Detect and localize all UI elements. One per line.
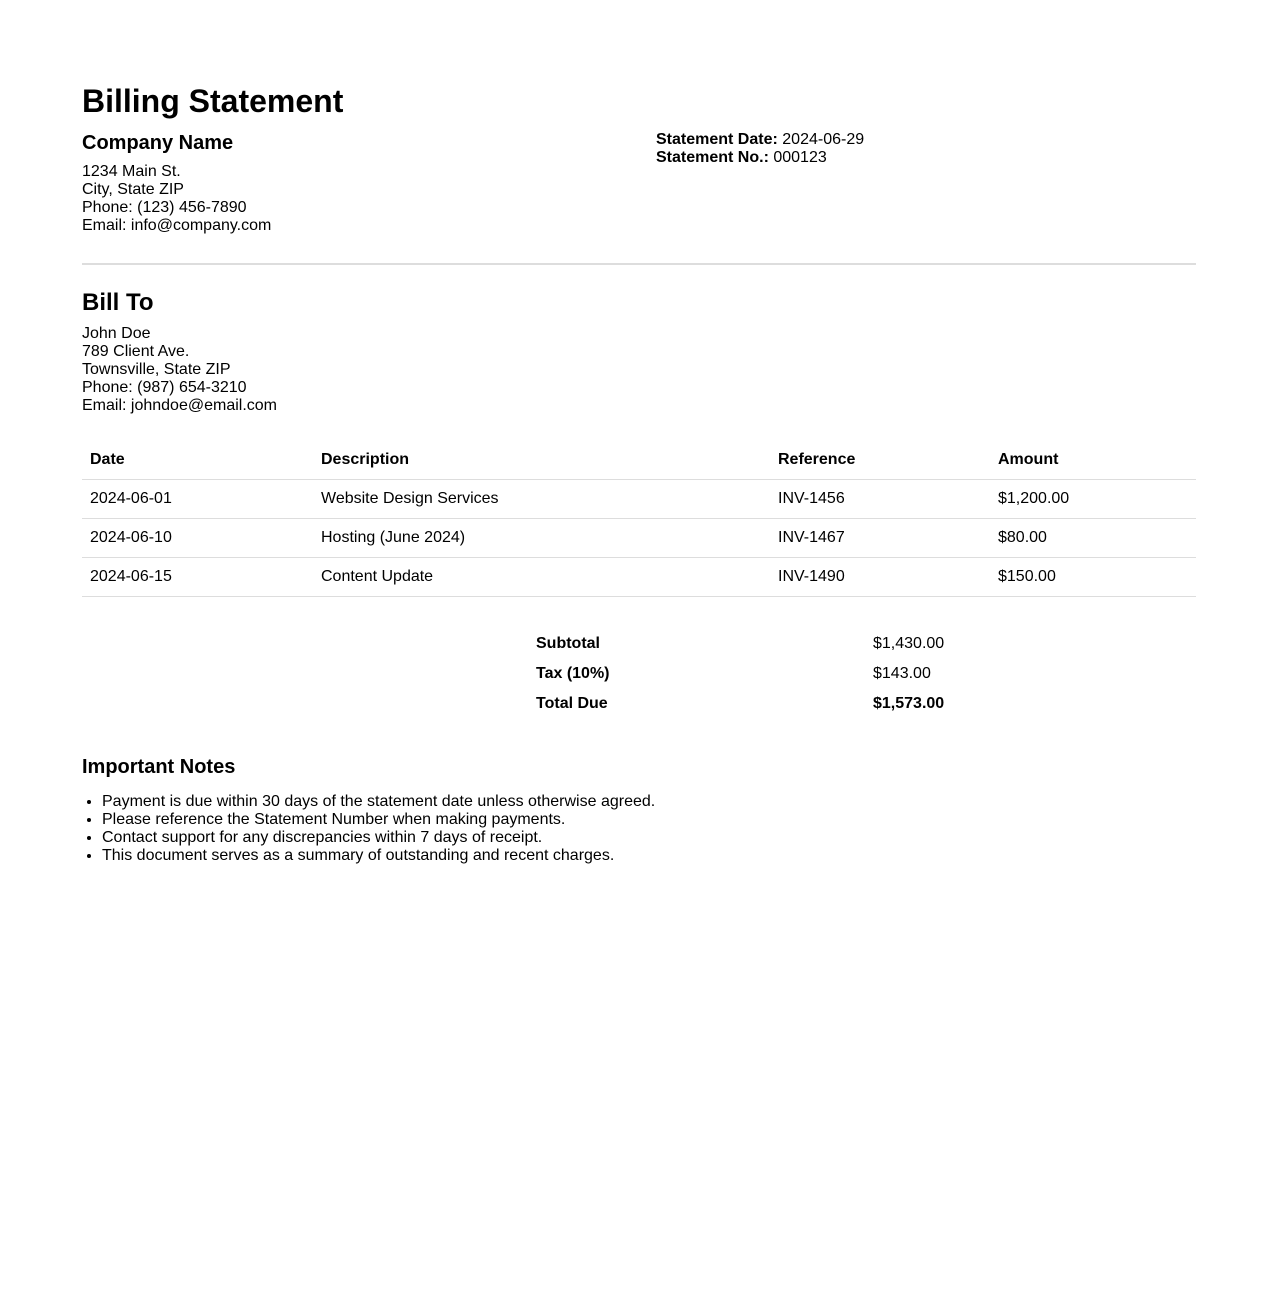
list-item: • Payment is due within 30 days of the statement date unless otherwise agreed. <box>102 793 1196 811</box>
company-address-line1: 1234 Main St. <box>82 163 181 180</box>
notes-heading: Important Notes <box>82 756 236 778</box>
company-info <box>82 131 656 235</box>
row-reference: INV-1490 <box>770 558 990 597</box>
company-name: Company Name <box>82 132 234 154</box>
bill-to-heading: Bill To <box>82 289 154 316</box>
list-item: • Contact support for any discrepancies within 7 days of receipt. <box>102 829 1196 847</box>
column-header-date: Date <box>82 441 313 480</box>
header-section <box>82 131 1196 235</box>
subtotal-label: Subtotal <box>536 635 600 652</box>
company-email: Email: info@company.com <box>82 217 272 234</box>
row-amount: $150.00 <box>990 558 1196 597</box>
column-header-reference: Reference <box>770 441 990 480</box>
statement-date-label: Statement Date: <box>656 131 778 148</box>
statement-date <box>656 131 864 149</box>
row-description: Website Design Services <box>313 480 770 519</box>
total-due-value: $1,573.00 <box>873 695 945 712</box>
client-address-line1: 789 Client Ave. <box>82 343 190 360</box>
total-due-row <box>528 689 1196 719</box>
section-divider <box>82 263 1196 265</box>
list-item: • Please reference the Statement Number when making payments. <box>102 811 1196 829</box>
items-table <box>82 441 1196 597</box>
table-row <box>82 480 1196 519</box>
notes-list <box>82 793 1196 865</box>
client-phone: Phone: (987) 654-3210 <box>82 379 247 396</box>
statement-date-value: 2024-06-29 <box>782 131 865 148</box>
row-date: 2024-06-10 <box>82 519 313 558</box>
tax-label: Tax (10%) <box>536 665 610 682</box>
client-name: John Doe <box>82 325 151 342</box>
row-reference: INV-1467 <box>770 519 990 558</box>
client-address-line2: Townsville, State ZIP <box>82 361 231 378</box>
client-email: Email: johndoe@email.com <box>82 397 277 414</box>
company-phone: Phone: (123) 456-7890 <box>82 199 247 216</box>
row-date: 2024-06-01 <box>82 480 313 519</box>
column-header-amount: Amount <box>990 441 1196 480</box>
totals-table <box>528 629 1196 719</box>
row-date: 2024-06-15 <box>82 558 313 597</box>
row-description: Content Update <box>313 558 770 597</box>
row-amount: $1,200.00 <box>990 480 1196 519</box>
row-reference: INV-1456 <box>770 480 990 519</box>
list-item: • This document serves as a summary of outstanding and recent charges. <box>102 847 1196 865</box>
column-header-description: Description <box>313 441 770 480</box>
statement-number-label: Statement No.: <box>656 149 769 166</box>
row-description: Hosting (June 2024) <box>313 519 770 558</box>
tax-value: $143.00 <box>873 665 931 682</box>
table-row <box>82 558 1196 597</box>
total-due-label: Total Due <box>536 695 608 712</box>
statement-number <box>656 149 864 167</box>
items-table-header <box>82 441 1196 480</box>
bill-to-section <box>82 289 1196 415</box>
subtotal-value: $1,430.00 <box>873 635 945 652</box>
notes-section <box>82 755 1196 865</box>
tax-row <box>528 659 1196 689</box>
subtotal-row <box>528 629 1196 659</box>
statement-number-value: 000123 <box>773 149 827 166</box>
billing-statement-document <box>82 0 1196 865</box>
table-row <box>82 519 1196 558</box>
row-amount: $80.00 <box>990 519 1196 558</box>
company-address-line2: City, State ZIP <box>82 181 184 198</box>
page-title: Billing Statement <box>82 83 344 119</box>
statement-meta <box>656 131 864 235</box>
